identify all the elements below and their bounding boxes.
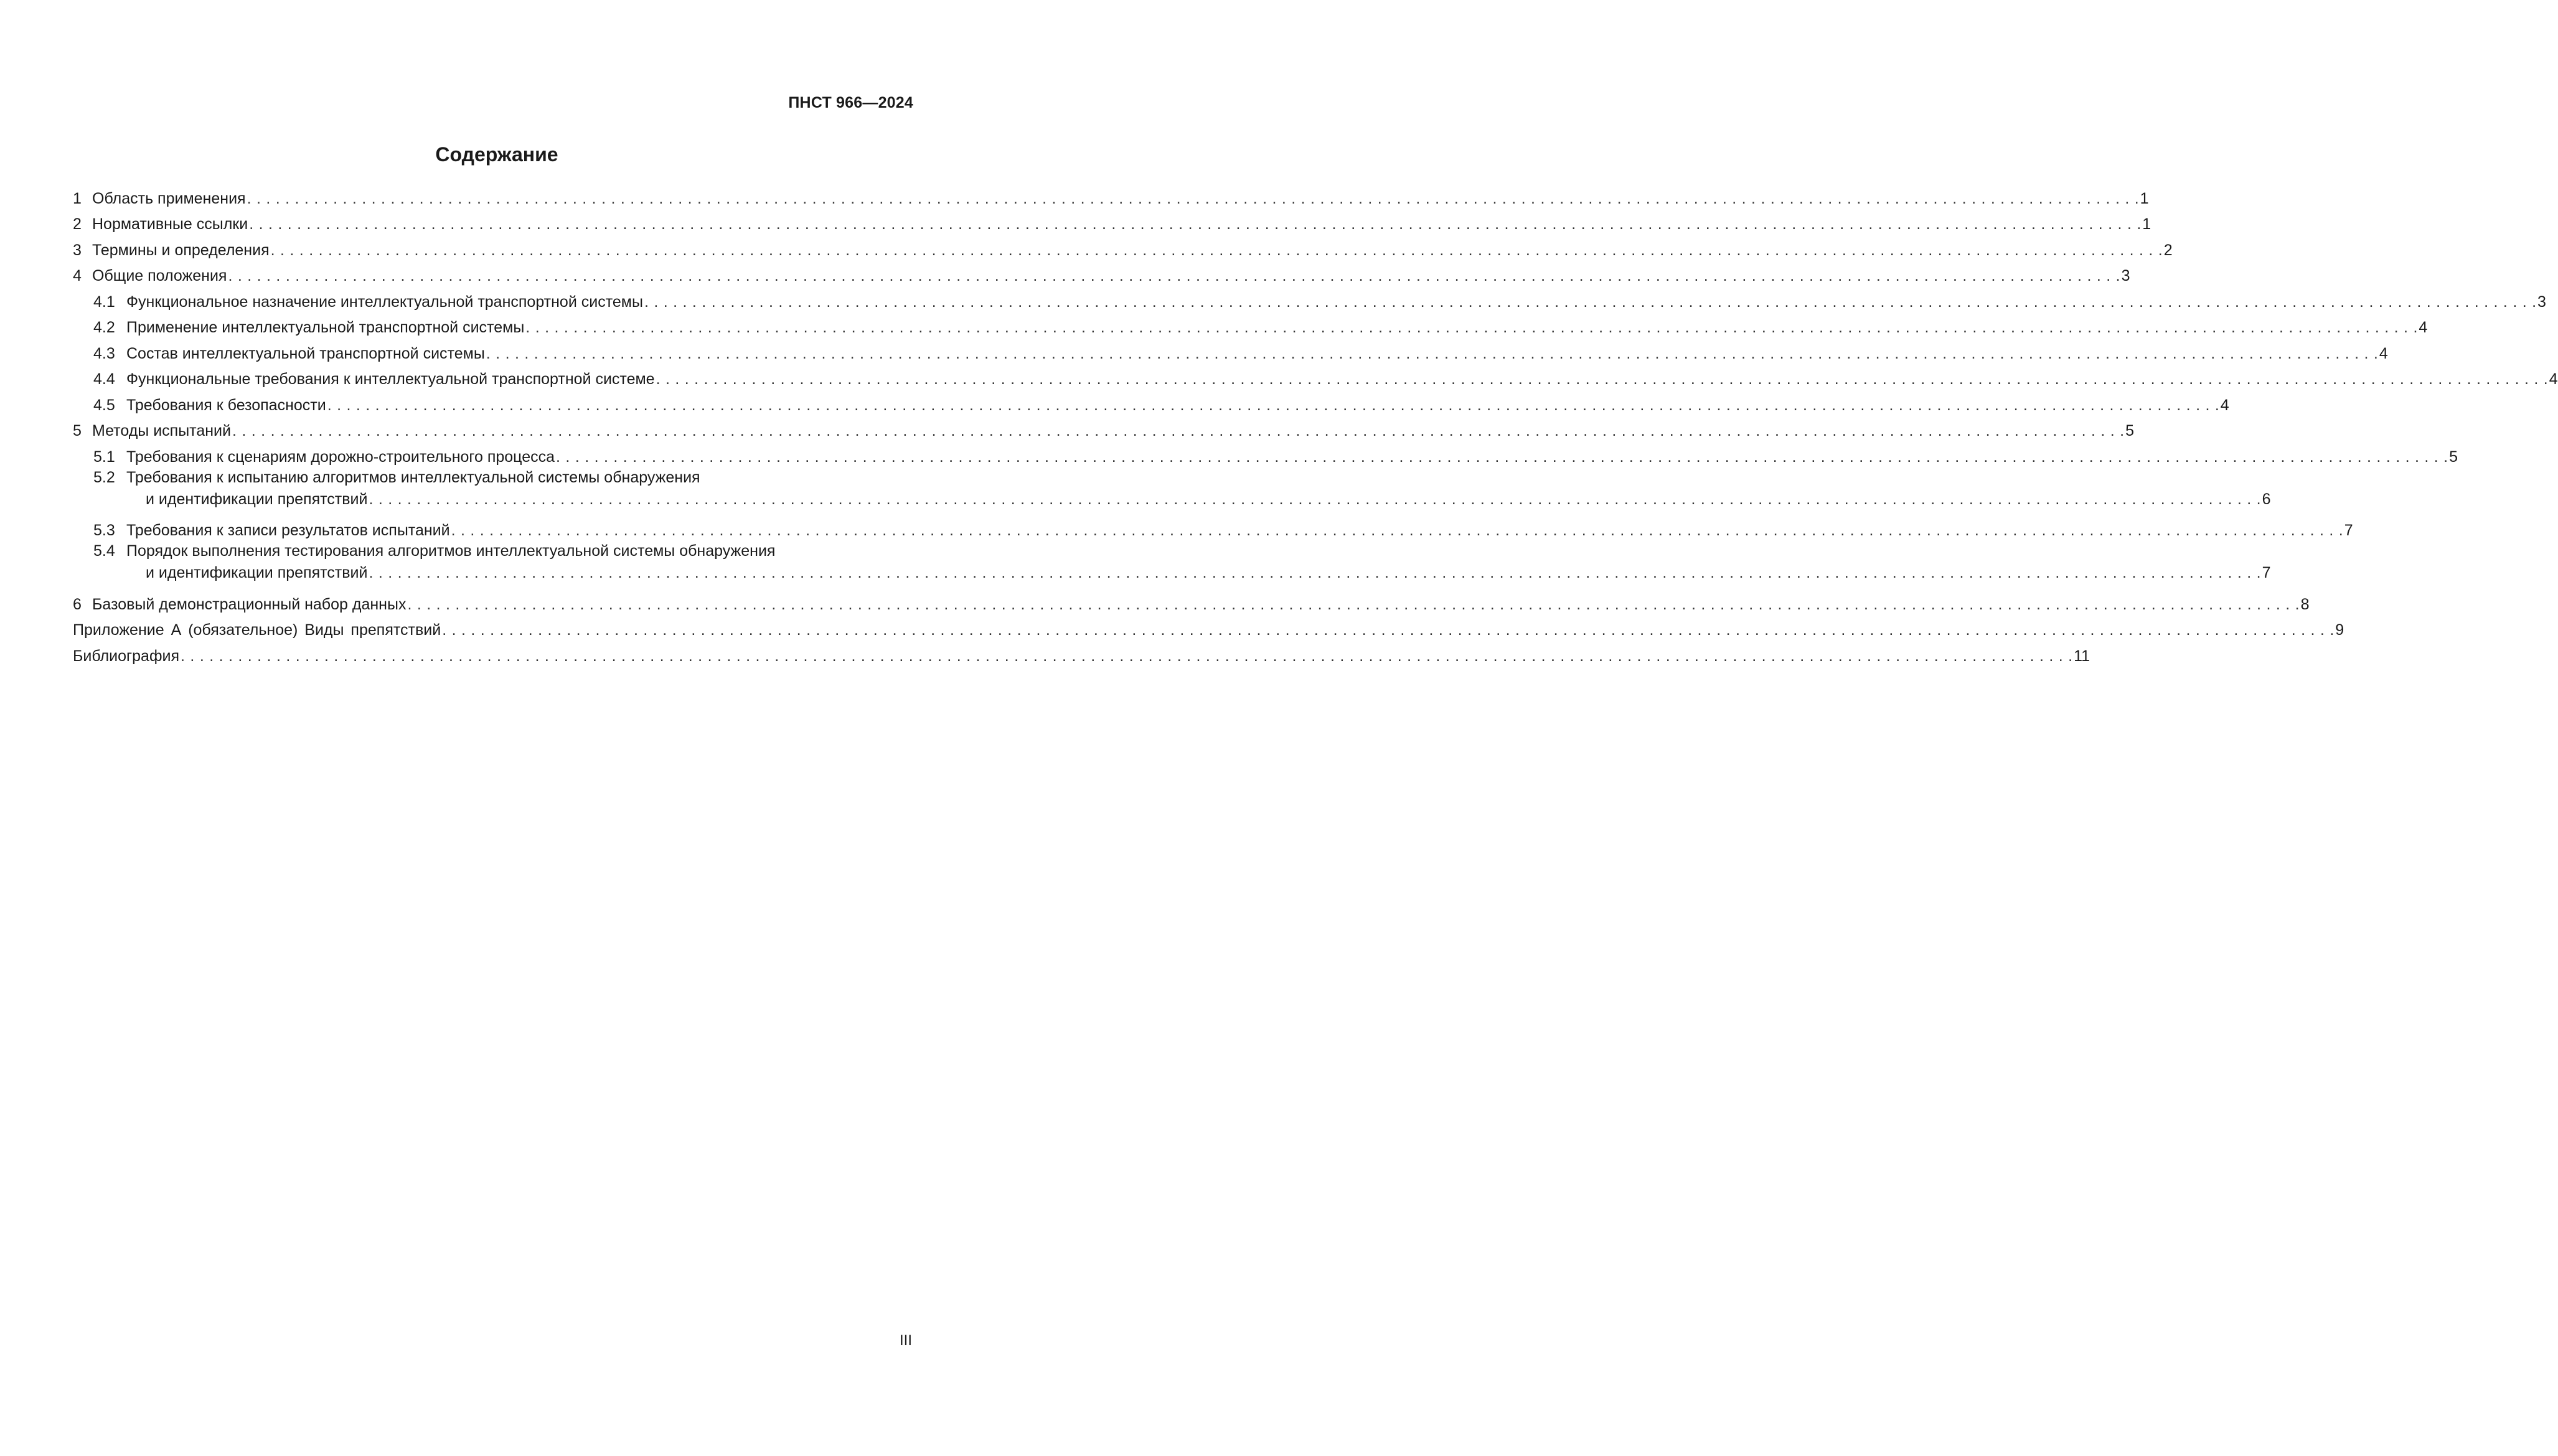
dot-leader (451, 521, 2343, 540)
toc-entry-6[interactable] (73, 588, 2310, 614)
dot-leader (181, 647, 2072, 665)
toc-entry-title: Общие положения (92, 267, 227, 284)
toc-entry-title: Базовый демонстрационный набор данных (92, 595, 407, 613)
toc-entry-page: 11 (2074, 647, 2090, 665)
toc-entry-page: 8 (2300, 595, 2310, 613)
toc-entry-page: 6 (2262, 490, 2271, 508)
toc-entry-title: Применение интеллектуальной транспортной системы (126, 319, 525, 336)
toc-entry-number: 5 (73, 422, 82, 439)
toc-entry-5-3[interactable] (73, 514, 2353, 540)
dot-leader (486, 344, 2378, 363)
toc-entry-title: Порядок выполнения тестирования алгоритмов интеллектуальной системы обнаружения (126, 542, 776, 560)
toc-entry-number: 5.1 (93, 448, 115, 466)
toc-entry-number: 4.3 (93, 344, 115, 362)
dot-leader (249, 215, 2141, 233)
dot-leader (228, 266, 2120, 285)
dot-leader (556, 448, 2448, 466)
toc-title: Содержание (435, 143, 558, 166)
dot-leader (369, 490, 2260, 509)
toc-entry-title: Термины и определения (92, 241, 270, 259)
toc-entry-page: 4 (2419, 319, 2428, 336)
toc-entry-page: 7 (2344, 522, 2353, 539)
toc-entry-number: 1 (73, 189, 82, 207)
toc-entry-number: 5.4 (93, 542, 115, 560)
dot-leader (232, 421, 2124, 440)
toc-entry-title: Функциональное назначение интеллектуальной транспортной системы (126, 293, 643, 311)
toc-entry-page: 4 (2549, 370, 2558, 388)
toc-entry-appendix-a[interactable] (73, 614, 2344, 640)
toc-entry-number: 4.1 (93, 293, 115, 311)
dot-leader (442, 621, 2334, 639)
toc-entry-4-4[interactable] (73, 363, 2558, 389)
toc-entry-number: 4.2 (93, 319, 115, 336)
dot-leader (247, 189, 2139, 208)
toc-entry-4-2[interactable] (73, 311, 2428, 337)
toc-entry-number: 6 (73, 595, 82, 613)
toc-entry-5-1[interactable] (73, 440, 2458, 466)
toc-entry-title: Библиография (73, 647, 180, 665)
toc-entry-title: Требования к записи результатов испытаний (126, 522, 450, 539)
toc-entry-title-continuation: и идентификации препятствий (146, 564, 368, 581)
toc-entry-title: Состав интеллектуальной транспортной системы (126, 344, 485, 362)
toc-entry-title: Требования к сценариям дорожно-строительного процесса (126, 448, 555, 466)
table-of-contents (73, 182, 2558, 665)
toc-entry-title-continuation: и идентификации препятствий (146, 490, 368, 508)
toc-entry-page: 5 (2449, 448, 2458, 466)
dot-leader (369, 563, 2260, 582)
toc-entry-number: 3 (73, 241, 82, 259)
toc-entry-4-3[interactable] (73, 337, 2388, 363)
toc-entry-title: Область применения (92, 189, 246, 207)
toc-entry-title: Методы испытаний (92, 422, 231, 439)
toc-entry-number: 4.5 (93, 396, 115, 414)
toc-entry-bibliography[interactable] (73, 639, 2090, 665)
dot-leader (644, 293, 2536, 311)
toc-entry-page: 3 (2537, 293, 2546, 311)
toc-entry-3[interactable] (73, 233, 2173, 260)
toc-entry-title: Нормативные ссылки (92, 215, 248, 233)
toc-entry-number: 4.4 (93, 370, 115, 388)
toc-entry-number: 5.3 (93, 522, 115, 539)
toc-entry-page: 4 (2220, 396, 2229, 414)
toc-entry-number: 5.2 (93, 468, 115, 486)
toc-entry-4[interactable] (73, 260, 2130, 286)
dot-leader (525, 318, 2417, 337)
toc-entry-title: Функциональные требования к интеллектуальной транспортной системе (126, 370, 655, 388)
toc-entry-title: Требования к испытанию алгоритмов интеллектуальной системы обнаружения (126, 468, 700, 486)
toc-entry-number: 4 (73, 267, 82, 284)
toc-entry-page: 4 (2379, 344, 2388, 362)
toc-entry-page: 9 (2335, 621, 2344, 639)
document-code: ПНСТ 966—2024 (788, 94, 913, 111)
toc-entry-page: 3 (2121, 267, 2130, 284)
toc-entry-page: 1 (2142, 215, 2151, 233)
toc-entry-title: Приложение А (обязательное) Виды препятствий (73, 621, 441, 639)
toc-entry-4-1[interactable] (73, 285, 2546, 311)
toc-entry-5[interactable] (73, 415, 2134, 441)
toc-entry-page: 7 (2262, 564, 2271, 581)
dot-leader (271, 241, 2163, 260)
dot-leader (407, 595, 2299, 614)
toc-entry-page: 5 (2125, 422, 2134, 439)
toc-entry-1[interactable] (73, 182, 2149, 208)
toc-entry-4-5[interactable] (73, 388, 2229, 415)
toc-entry-5-4[interactable] (73, 540, 2271, 582)
dot-leader (656, 370, 2548, 388)
toc-entry-2[interactable] (73, 208, 2151, 234)
page-number: III (899, 1332, 912, 1349)
toc-entry-5-2[interactable] (73, 466, 2271, 509)
toc-entry-page: 1 (2140, 189, 2149, 207)
toc-entry-page: 2 (2163, 241, 2173, 259)
toc-entry-title: Требования к безопасности (126, 396, 326, 414)
toc-entry-number: 2 (73, 215, 82, 233)
dot-leader (327, 396, 2219, 415)
